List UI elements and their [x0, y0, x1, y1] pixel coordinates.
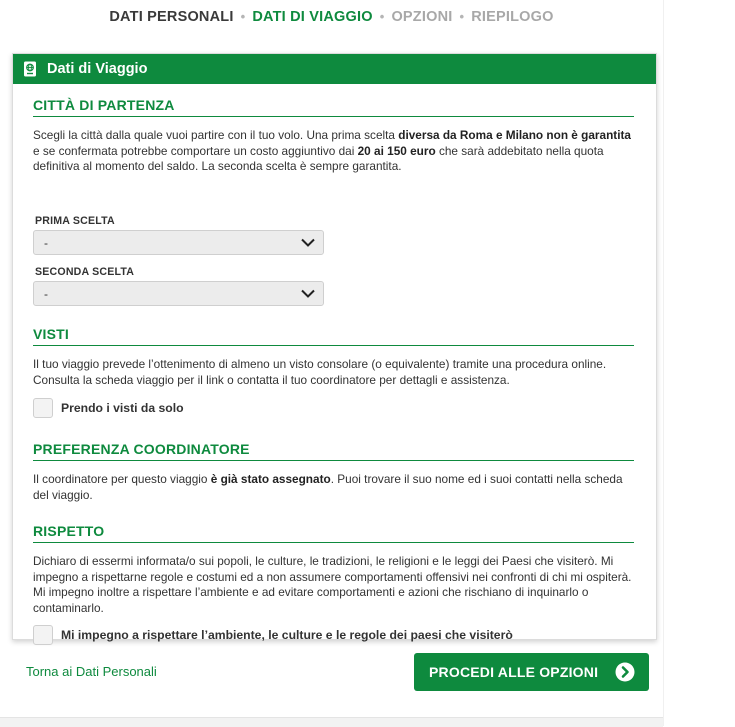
departure-section — [33, 97, 634, 175]
coordinator-text-1: Il coordinatore per questo viaggio — [33, 472, 211, 486]
chevron-down-icon — [301, 287, 315, 301]
departure-bold-2: 20 ai 150 euro — [357, 143, 436, 158]
coordinator-description — [33, 472, 634, 503]
coordinator-title: PREFERENZA COORDINATORE — [33, 441, 634, 461]
proceed-label: PROCEDI ALLE OPZIONI — [429, 664, 599, 680]
step-options: OPZIONI — [391, 9, 453, 25]
right-margin — [663, 0, 735, 726]
step-separator: • — [459, 9, 465, 24]
step-summary: RIEPILOGO — [471, 9, 554, 25]
first-choice-label: PRIMA SCELTA — [35, 215, 115, 227]
respect-checkbox[interactable] — [33, 625, 53, 645]
visas-checkbox[interactable] — [33, 398, 53, 418]
first-choice-select[interactable] — [33, 230, 324, 255]
departure-text-1: Scegli la città dalla quale vuoi partire con il tuo volo. Una prima scelta — [33, 128, 399, 142]
travel-data-card — [12, 53, 657, 640]
respect-description: Dichiaro di essermi informata/o sui popoli, le culture, le tradizioni, le religioni e le leggi dei Paesi che visiterò. Mi impegno a rispettarne regole e costumi ed a non assumere comportamenti offensivi nei confronti di chi mi ospiterà. Mi impegno inoltre a rispettare l’ambiente e ad evitare comportamenti e azioni che rischiano di inquinarlo o contaminarlo. — [33, 554, 632, 615]
visas-section — [33, 326, 634, 418]
step-personal-data[interactable]: DATI PERSONALI — [109, 9, 234, 25]
second-choice-value: - — [44, 286, 48, 301]
arrow-right-circle-icon — [615, 662, 635, 682]
coordinator-section — [33, 441, 634, 503]
respect-section — [33, 523, 634, 645]
second-choice-select[interactable] — [33, 281, 324, 306]
departure-text-2: e se confermata potrebbe comportare un costo aggiuntivo dai — [33, 143, 358, 158]
departure-bold-1: diversa da Roma e Milano non è garantita — [398, 128, 631, 142]
visas-title: VISTI — [33, 326, 634, 346]
coordinator-text-2: . Puoi trovare il suo nome ed i suoi contatti nella scheda del viaggio. — [33, 472, 623, 502]
visas-checkbox-row[interactable] — [33, 398, 634, 418]
first-choice-field — [33, 215, 324, 255]
departure-description — [33, 128, 634, 175]
respect-checkbox-label[interactable]: Mi impegno a rispettare l’ambiente, le culture e le regole dei paesi che visiterò — [61, 628, 513, 642]
second-choice-label: SECONDA SCELTA — [35, 266, 135, 278]
step-travel-data: DATI DI VIAGGIO — [252, 9, 373, 25]
departure-text-3: che sarà addebitato nella quota definitiva al momento del saldo. La seconda scelta è sempre garantita. — [33, 143, 604, 173]
step-separator: • — [379, 9, 385, 24]
card-title: Dati di Viaggio — [47, 61, 148, 77]
visas-description: Il tuo viaggio prevede l’ottenimento di almeno un visto consolare (o equivalente) tramite una procedura online. Consulta la scheda viaggio per il link o contatta il tuo coordinatore per dettagli e assistenza. — [33, 357, 607, 387]
passport-icon — [23, 61, 37, 77]
respect-title: RISPETTO — [33, 523, 634, 543]
second-choice-field — [33, 266, 324, 306]
chevron-down-icon — [301, 236, 315, 250]
visas-checkbox-label[interactable]: Prendo i visti da solo — [61, 401, 184, 415]
proceed-to-options-button[interactable] — [414, 653, 649, 691]
step-separator: • — [240, 9, 246, 24]
departure-title: CITTÀ DI PARTENZA — [33, 97, 634, 117]
first-choice-value: - — [44, 235, 48, 250]
card-header — [13, 54, 656, 84]
coordinator-bold-1: è già stato assegnato — [210, 472, 331, 486]
back-to-personal-data-link[interactable]: Torna ai Dati Personali — [26, 664, 157, 679]
progress-steps — [0, 9, 663, 25]
respect-checkbox-row[interactable] — [33, 625, 634, 645]
